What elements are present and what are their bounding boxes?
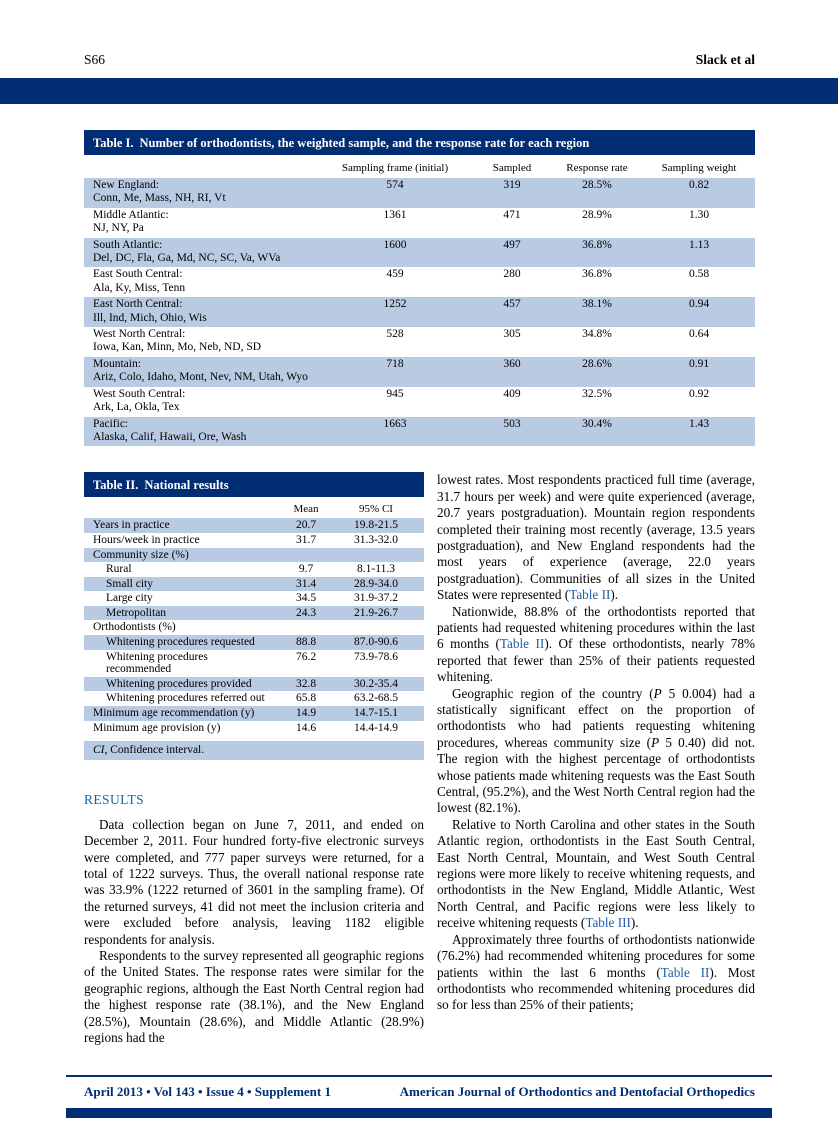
table-ref-link[interactable]: Table II <box>660 964 710 980</box>
row-label: Large city <box>106 592 153 605</box>
row-label: Metropolitan <box>106 606 167 619</box>
paragraph <box>84 817 424 948</box>
table-1-title <box>84 130 755 155</box>
region-name: West North Central: <box>93 328 186 341</box>
response-rate-value: 38.1% <box>582 298 612 311</box>
page-footer <box>66 1075 772 1118</box>
paragraph <box>437 604 755 686</box>
column-header-ci: 95% CI <box>359 503 393 516</box>
table-1-column-headers <box>84 155 755 178</box>
running-head: Slack et al <box>695 52 755 67</box>
sampled-value: 457 <box>503 298 521 311</box>
column-header-empty <box>93 503 275 515</box>
region-name: Mountain: <box>93 357 141 370</box>
two-column-layout <box>84 472 755 1046</box>
page-header <box>0 0 838 78</box>
header-rule-bar <box>0 78 838 104</box>
results-heading: RESULTS <box>84 791 145 807</box>
region-states: Alaska, Calif, Hawaii, Ore, Wash <box>93 430 247 443</box>
response-rate-value: 36.8% <box>582 268 612 281</box>
row-label: Rural <box>106 563 132 576</box>
page-number: S66 <box>84 52 106 67</box>
journal-name: American Journal of Orthodontics and Dentofacial Orthopedics <box>399 1084 755 1099</box>
paragraph <box>437 932 755 1014</box>
table-row <box>84 267 755 297</box>
ci-value: 30.2-35.4 <box>353 677 399 690</box>
sampling-frame-value: 459 <box>386 268 404 281</box>
table-2-caption: National results <box>144 478 229 493</box>
region-states: Conn, Me, Mass, NH, RI, Vt <box>93 192 226 205</box>
paragraph <box>437 472 755 603</box>
row-label: Small city <box>106 577 153 590</box>
sampled-value: 409 <box>503 387 521 400</box>
sampling-weight-value: 0.94 <box>688 298 710 311</box>
sampling-weight-value: 1.30 <box>688 208 710 221</box>
ci-value: 28.9-34.0 <box>353 577 399 590</box>
table-row <box>84 620 424 635</box>
row-label: Years in practice <box>93 519 170 532</box>
mean-value: 14.9 <box>295 707 317 720</box>
table-row <box>84 562 424 577</box>
sampling-frame-value: 1663 <box>383 417 407 430</box>
mean-value: 76.2 <box>295 650 317 663</box>
text-segment: lowest rates. Most respondents practiced full time (average, 31.7 hours per week) and were quite experienced (average, 20.7 years postgraduation). Mountain region respondents completed their training most recently (average, 13.5 years postgraduation), and New England respondents had the most years of experience (average, 22.0 years postgraduation). Communities of all sizes in the United States were represented ( <box>437 472 755 603</box>
row-label: Orthodontists (%) <box>93 621 176 634</box>
row-label: Whitening procedures provided <box>106 677 252 690</box>
sampling-weight-value: 0.64 <box>688 328 710 341</box>
sampling-weight-value: 0.91 <box>688 357 710 370</box>
text-segment: Data collection began on June 7, 2011, and ended on December 2, 2011. Four hundred forty-five electronic surveys were completed, and 777 paper surveys were returned, for a total of 1222 surveys. Thus, the overall national response rate was 33.9% (1222 returned of 3601 in the sampling frame). Of the returned surveys, 41 did not meet the inclusion criteria and were excluded before analysis, leaving 1182 eligible respondents for analysis. <box>84 816 424 947</box>
ci-value: 14.4-14.9 <box>353 721 399 734</box>
response-rate-value: 30.4% <box>582 417 612 430</box>
text-segment: ). Of these orthodontists, nearly 78% reported that fewer than 25% of their patients requested whitening. <box>437 636 755 685</box>
ci-value <box>337 549 415 562</box>
table-row <box>84 327 755 357</box>
ci-value: 19.8-21.5 <box>353 519 399 532</box>
text-segment: ). <box>610 587 619 603</box>
left-column <box>84 472 424 1046</box>
response-rate-value: 28.9% <box>582 208 612 221</box>
table-1-label: Table I. <box>93 136 134 150</box>
response-rate-value: 34.8% <box>582 328 612 341</box>
response-rate-value: 36.8% <box>582 238 612 251</box>
table-row <box>84 297 755 327</box>
sampling-frame-value: 1252 <box>383 298 407 311</box>
text-segment: P <box>651 734 660 750</box>
sampling-frame-value: 1600 <box>383 238 407 251</box>
row-label: Whitening procedures recommended <box>106 650 208 676</box>
text-segment: Respondents to the survey represented all geographic regions of the United States. The response rates were similar for the geographic regions, although the East North Central region had the highest response rate (38.1%), and the New England (28.5%), Mountain (28.6%), and Middle Atlantic (28.9%) regions had the <box>84 948 424 1046</box>
column-header-sampling-weight: Sampling weight <box>661 162 737 174</box>
region-name: Pacific: <box>93 417 129 430</box>
region-name: New England: <box>93 179 160 191</box>
region-name: South Atlantic: <box>93 238 163 251</box>
table-2-label: Table II. <box>93 478 139 493</box>
text-segment: Nationwide, 88.8% of the orthodontists reported that patients had requested whitening procedures within the last 6 months ( <box>437 603 755 652</box>
sampling-frame-value: 945 <box>386 387 404 400</box>
sampled-value: 503 <box>503 417 521 430</box>
column-header-response-rate: Response rate <box>566 162 628 174</box>
column-header-sampled: Sampled <box>492 162 532 174</box>
text-segment: 5 0.004) had a statistically significant effect on the proportion of orthodontists who had patients requesting whitening procedures, whereas community size ( <box>437 685 755 750</box>
footer-text <box>66 1077 772 1108</box>
ci-value: 73.9-78.6 <box>353 650 399 663</box>
sampled-value: 319 <box>503 179 521 191</box>
text-segment: ). Most orthodontists who recommended whitening procedures did so for less than 25% of their patients; <box>437 964 756 1013</box>
row-label: Community size (%) <box>93 548 189 561</box>
sampling-frame-value: 528 <box>386 328 404 341</box>
table-2-footnote <box>84 741 424 760</box>
text-segment: Relative to North Carolina and other states in the South Atlantic region, orthodontists in the East South Central, East North Central, Mountain, and West South Central regions were more likely to receive whitening requests, and orthodontists in the New England, Middle Atlantic, West North Central, and Pacific regions were less likely to receive whitening requests ( <box>437 816 755 931</box>
ci-value: 14.7-15.1 <box>353 707 399 720</box>
paragraph <box>437 817 755 932</box>
table-row <box>84 417 755 447</box>
sampled-value: 497 <box>503 238 521 251</box>
sampling-weight-value: 0.82 <box>688 179 710 191</box>
response-rate-value: 32.5% <box>582 387 612 400</box>
region-states: Ala, Ky, Miss, Tenn <box>93 281 186 294</box>
mean-value: 9.7 <box>298 563 314 576</box>
table-ref-link[interactable]: Table II <box>569 587 611 603</box>
text-segment: Geographic region of the country ( <box>452 685 654 701</box>
mean-value: 31.4 <box>295 577 317 590</box>
ci-value: 31.9-37.2 <box>353 592 399 605</box>
ci-value: 87.0-90.6 <box>353 636 399 649</box>
ci-value <box>337 621 415 634</box>
table-row <box>84 606 424 621</box>
column-header-mean: Mean <box>293 503 319 516</box>
table-row <box>84 691 424 706</box>
table-row <box>84 238 755 268</box>
text-segment: ). <box>630 915 639 931</box>
text-segment: P <box>653 685 662 701</box>
table-row <box>84 208 755 238</box>
mean-value: 20.7 <box>295 519 317 532</box>
sampled-value: 360 <box>503 357 521 370</box>
table-2 <box>84 472 424 760</box>
region-name: West South Central: <box>93 387 186 400</box>
sampling-weight-value: 1.13 <box>688 238 710 251</box>
table-row <box>84 548 424 563</box>
column-header-empty <box>93 162 308 174</box>
mean-value: 88.8 <box>295 636 317 649</box>
table-1-caption: Number of orthodontists, the weighted sample, and the response rate for each region <box>139 136 590 150</box>
mean-value: 65.8 <box>295 692 317 705</box>
table-row <box>84 635 424 650</box>
response-rate-value: 28.5% <box>582 179 612 191</box>
sampling-weight-value: 1.43 <box>688 417 710 430</box>
mean-value: 31.7 <box>295 533 317 546</box>
table-1-body <box>84 178 755 446</box>
region-states: Iowa, Kan, Minn, Mo, Neb, ND, SD <box>93 341 262 354</box>
region-name: East North Central: <box>93 298 183 311</box>
table-row <box>84 721 424 736</box>
table-row <box>84 357 755 387</box>
results-left-text <box>84 817 424 1047</box>
region-name: Middle Atlantic: <box>93 208 169 221</box>
row-label: Minimum age recommendation (y) <box>93 707 255 720</box>
mean-value: 24.3 <box>295 606 317 619</box>
mean-value <box>275 549 337 562</box>
ci-value: 31.3-32.0 <box>353 533 399 546</box>
table-2-title <box>84 472 424 497</box>
issue-info: April 2013 • Vol 143 • Issue 4 • Supplement 1 <box>84 1084 331 1099</box>
paragraph <box>84 948 424 1046</box>
row-label: Whitening procedures requested <box>106 636 255 649</box>
footnote-text: , Confidence interval. <box>104 744 205 757</box>
sampling-weight-value: 0.92 <box>688 387 710 400</box>
sampled-value: 471 <box>503 208 521 221</box>
sampling-frame-value: 718 <box>386 357 404 370</box>
table-row <box>84 706 424 721</box>
sampled-value: 280 <box>503 268 521 281</box>
table-row <box>84 577 424 592</box>
table-row <box>84 677 424 692</box>
results-right-text <box>437 472 755 1013</box>
row-label: Whitening procedures referred out <box>106 692 265 705</box>
row-label: Hours/week in practice <box>93 533 200 546</box>
table-row <box>84 178 755 208</box>
table-ref-link[interactable]: Table III <box>585 915 631 931</box>
table-row <box>84 533 424 548</box>
region-states: Ill, Ind, Mich, Ohio, Wis <box>93 311 207 324</box>
region-states: Del, DC, Fla, Ga, Md, NC, SC, Va, WVa <box>93 252 281 265</box>
paragraph <box>437 686 755 817</box>
region-states: NJ, NY, Pa <box>93 222 144 235</box>
mean-value: 32.8 <box>295 677 317 690</box>
mean-value <box>275 621 337 634</box>
sampled-value: 305 <box>503 328 521 341</box>
table-row <box>84 650 424 677</box>
column-header-sampling-frame: Sampling frame (initial) <box>341 162 449 174</box>
text-segment: Approximately three fourths of orthodontists nationwide (76.2%) had recommended whitening procedures for some patients within the last 6 months ( <box>437 931 755 980</box>
ci-value: 63.2-68.5 <box>353 692 399 705</box>
table-1 <box>84 130 755 446</box>
region-states: Ariz, Colo, Idaho, Mont, Nev, NM, Utah, Wyo <box>93 371 308 384</box>
sampling-frame-value: 574 <box>386 179 404 191</box>
table-ref-link[interactable]: Table II <box>499 636 545 652</box>
response-rate-value: 28.6% <box>582 357 612 370</box>
table-2-body <box>84 518 424 735</box>
mean-value: 34.5 <box>295 592 317 605</box>
sampling-frame-value: 1361 <box>383 208 407 221</box>
region-states: Ark, La, Okla, Tex <box>93 401 180 414</box>
footer-bar <box>66 1108 772 1118</box>
table-row <box>84 387 755 417</box>
table-2-column-headers <box>84 497 424 518</box>
ci-value: 21.9-26.7 <box>353 606 399 619</box>
text-segment: 5 0.40) did not. The region with the highest percentage of orthodontists whose patients made whitening requests was the East South Central, (95.2%), and the West North Central region had the lowest (82.1%). <box>437 734 755 816</box>
table-row <box>84 518 424 533</box>
table-row <box>84 591 424 606</box>
ci-value: 8.1-11.3 <box>357 563 395 576</box>
row-label: Minimum age provision (y) <box>93 721 221 734</box>
sampling-weight-value: 0.58 <box>688 268 710 281</box>
footnote-abbr: CI <box>93 744 105 757</box>
region-name: East South Central: <box>93 268 183 281</box>
mean-value: 14.6 <box>295 721 317 734</box>
right-column <box>437 472 755 1046</box>
